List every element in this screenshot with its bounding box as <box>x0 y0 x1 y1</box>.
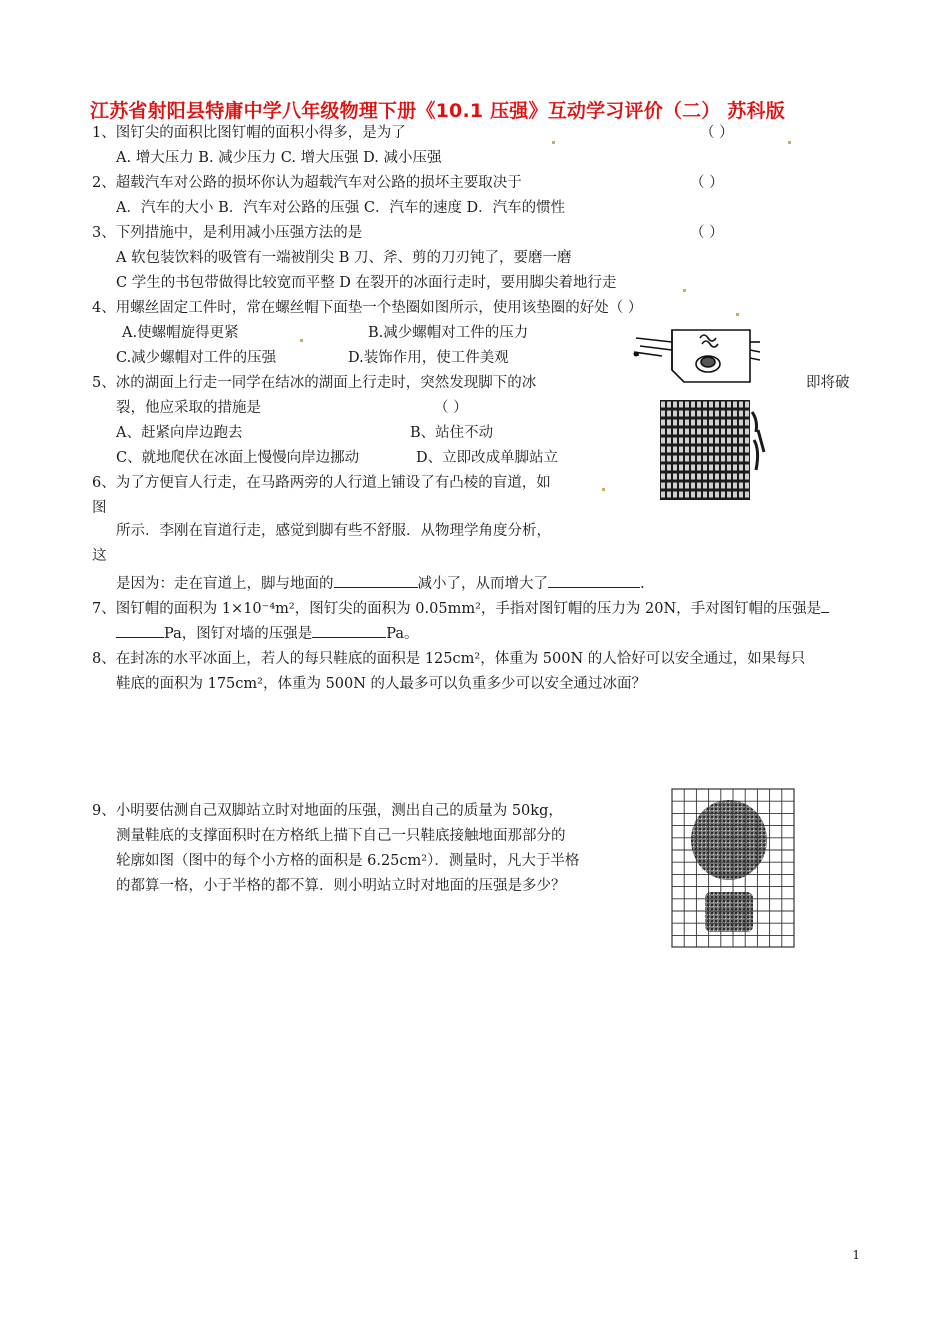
decor-dot <box>736 313 739 316</box>
q5-stem-right: 即将破 <box>806 375 850 391</box>
q5-option-b: B、站住不动 <box>410 425 494 441</box>
q5-option-d: D、立即改成单脚站立 <box>416 450 559 466</box>
q7-blank-0[interactable] <box>821 598 829 613</box>
q6-line5 <box>116 572 645 597</box>
q4-option-c: C.减少螺帽对工件的压强 <box>116 350 277 366</box>
q5-option-a: A、赶紧向岸边跑去 <box>116 425 243 441</box>
q3-options-cd: C 学生的书包带做得比较宽而平整 D 在裂开的冰面行走时，要用脚尖着地行走 <box>116 275 617 291</box>
decor-dot <box>788 141 791 144</box>
shoe-sole-grid-figure <box>671 788 795 948</box>
q6-line2: 图 <box>92 500 107 516</box>
q5-line2: 裂，他应采取的措施是 <box>116 400 261 416</box>
q6-blank-1[interactable] <box>334 573 418 588</box>
q3-options-ab: A 软包装饮料的吸管有一端被削尖 B 刀、斧、剪的刀刃钝了，要磨一磨 <box>116 250 572 266</box>
q7-unit-1: Pa，图钉对墙的压强是 <box>164 626 313 642</box>
q7-unit-2: Pa。 <box>386 626 419 642</box>
q8-line1: 8、在封冻的水平冰面上，若人的每只鞋底的面积是 125cm²，体重为 500N 的人恰好可以安全通过，如果每只 <box>92 651 806 667</box>
q3-stem: 3、下列措施中，是利用减小压强方法的是 <box>92 225 363 241</box>
q5-option-c: C、就地爬伏在冰面上慢慢向岸边挪动 <box>116 450 360 466</box>
q4-option-b: B.减少螺帽对工件的压力 <box>368 325 529 341</box>
page-number: 1 <box>852 1248 860 1262</box>
q4-option-a: A.使螺帽旋得更紧 <box>122 325 239 341</box>
page-title: 江苏省射阳县特庸中学八年级物理下册《10.1 压强》互动学习评价（二） 苏科版 <box>90 100 785 122</box>
q7-line1 <box>92 597 829 622</box>
q1-answer-paren: （ ） <box>700 125 734 141</box>
decor-dot <box>602 488 605 491</box>
q1-options: A. 增大压力 B. 减少压力 C. 增大压强 D. 减小压强 <box>116 150 442 166</box>
q5-stem-left: 5、冰的湖面上行走一同学在结冰的湖面上行走时，突然发现脚下的冰 <box>92 375 537 391</box>
q8-line2: 鞋底的面积为 175cm²，体重为 500N 的人最多可以负重多少可以安全通过冰面？ <box>116 676 647 692</box>
q7-blank-2[interactable] <box>312 623 386 638</box>
q1-stem: 1、图钉尖的面积比图钉帽的面积小得多，是为了 <box>92 125 406 141</box>
q4-option-d: D.装饰作用，使工件美观 <box>348 350 509 366</box>
q7-blank-1[interactable] <box>116 623 164 638</box>
q2-answer-paren: （ ） <box>690 175 724 191</box>
q9-line4: 的都算一格，小于半格的都不算．则小明站立时对地面的压强是多少？ <box>116 878 566 894</box>
q9-line3: 轮廓如图（图中的每个小方格的面积是 6.25cm²）．测量时，凡大于半格 <box>116 853 580 869</box>
q6-line5-part-c: . <box>640 576 645 592</box>
decor-dot <box>300 339 303 342</box>
q6-line5-part-b: 减小了，从而增大了 <box>417 576 548 592</box>
q6-line3: 所示．李刚在盲道行走，感觉到脚有些不舒服．从物理学角度分析， <box>116 523 551 539</box>
screw-washer-figure <box>632 322 762 390</box>
q7-line2 <box>116 622 419 647</box>
decor-dot <box>683 289 686 292</box>
q2-options: A．汽车的大小 B．汽车对公路的压强 C．汽车的速度 D．汽车的惯性 <box>116 200 566 216</box>
q3-answer-paren: （ ） <box>690 225 724 241</box>
q6-line1: 6、为了方便盲人行走，在马路两旁的人行道上铺设了有凸棱的盲道，如 <box>92 475 551 491</box>
q9-line1: 9、小明要估测自己双脚站立时对地面的压强，测出自己的质量为 50kg， <box>92 803 563 819</box>
decor-dot <box>552 141 555 144</box>
q6-line5-part-a: 是因为：走在盲道上，脚与地面的 <box>116 576 334 592</box>
q2-stem: 2、超载汽车对公路的损坏你认为超载汽车对公路的损坏主要取决于 <box>92 175 522 191</box>
tactile-paving-figure <box>660 400 770 500</box>
q6-line4: 这 <box>92 548 107 564</box>
bullet-dot <box>634 352 639 357</box>
q5-answer-paren: （ ） <box>434 400 468 416</box>
q7-line1-text: 7、图钉帽的面积为 1×10⁻⁴m²，图钉尖的面积为 0.05mm²，手指对图钉帽的压力为 20N，手对图钉帽的压强是 <box>92 601 822 617</box>
q4-stem: 4、用螺丝固定工件时，常在螺丝帽下面垫一个垫圈如图所示，使用该垫圈的好处（ ） <box>92 300 643 316</box>
q6-blank-2[interactable] <box>548 573 640 588</box>
q9-line2: 测量鞋底的支撑面积时在方格纸上描下自己一只鞋底接触地面那部分的 <box>116 828 566 844</box>
